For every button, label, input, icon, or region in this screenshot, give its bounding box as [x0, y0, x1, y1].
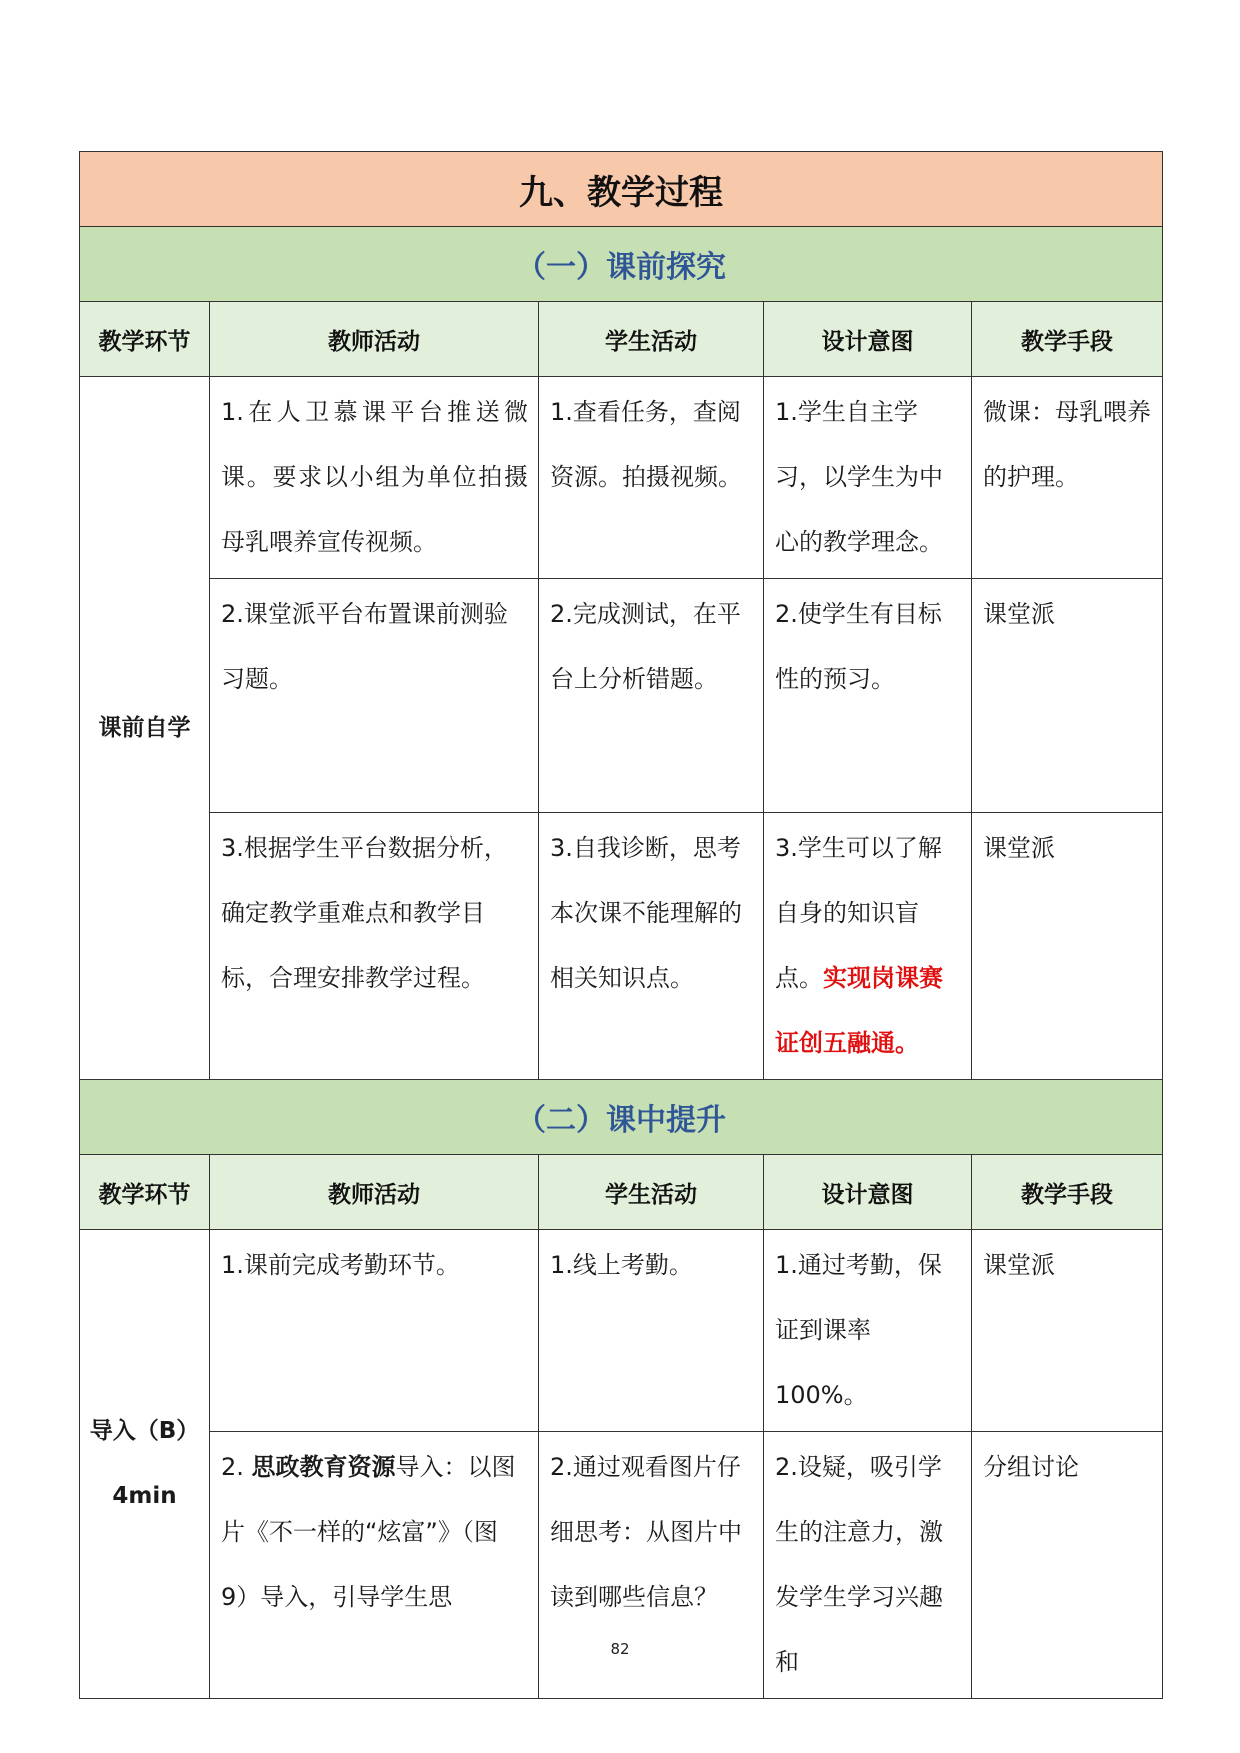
table-row	[80, 377, 1163, 579]
teacher-activity-cell: 1.在人卫慕课平台推送微课。要求以小组为单位拍摄母乳喂养宣传视频。	[210, 377, 539, 579]
teacher-activity-bold: 思政教育资源	[251, 1453, 396, 1481]
table-header-row	[80, 1155, 1163, 1230]
highlight-text: 实现岗课赛证创五融通。	[775, 964, 943, 1057]
table-header-row	[80, 302, 1163, 377]
design-intent-cell: 2.使学生有目标性的预习。	[764, 579, 972, 813]
page-title: 九、教学过程	[80, 152, 1163, 227]
column-header-means: 教学手段	[972, 1155, 1163, 1230]
column-header-teacher: 教师活动	[210, 302, 539, 377]
design-intent-cell	[764, 813, 972, 1080]
design-intent-text: 3.学生可以了解自身的知识盲点。	[775, 834, 942, 992]
teacher-activity-prefix: 2.	[221, 1453, 252, 1481]
page-number: 82	[610, 1640, 630, 1658]
column-header-means: 教学手段	[972, 302, 1163, 377]
column-header-stage: 教学环节	[80, 302, 210, 377]
column-header-student: 学生活动	[539, 1155, 764, 1230]
student-activity-cell: 3.自我诊断，思考本次课不能理解的相关知识点。	[539, 813, 764, 1080]
table-row	[80, 579, 1163, 813]
table-row	[80, 813, 1163, 1080]
stage-cell: 课前自学	[80, 377, 210, 1080]
stage-label: 导入（B）	[89, 1418, 200, 1444]
stage-cell	[80, 1230, 210, 1699]
stage-duration: 4min	[112, 1483, 177, 1509]
teaching-means-cell: 分组讨论	[972, 1432, 1163, 1699]
section-heading-in-class: （二）课中提升	[80, 1080, 1163, 1155]
teaching-means-cell: 课堂派	[972, 813, 1163, 1080]
teaching-process-table	[79, 151, 1163, 1699]
teaching-means-cell: 课堂派	[972, 579, 1163, 813]
student-activity-cell: 2.通过观看图片仔细思考：从图片中读到哪些信息？	[539, 1432, 764, 1699]
teacher-activity-cell: 3.根据学生平台数据分析，确定教学重难点和教学目标，合理安排教学过程。	[210, 813, 539, 1080]
teacher-activity-cell: 2.课堂派平台布置课前测验习题。	[210, 579, 539, 813]
teacher-activity-cell: 1.课前完成考勤环节。	[210, 1230, 539, 1432]
student-activity-cell: 1.查看任务，查阅资源。拍摄视频。	[539, 377, 764, 579]
table-row	[80, 1230, 1163, 1432]
design-intent-cell: 2.设疑，吸引学生的注意力，激发学生学习兴趣和	[764, 1432, 972, 1699]
column-header-student: 学生活动	[539, 302, 764, 377]
column-header-teacher: 教师活动	[210, 1155, 539, 1230]
column-header-stage: 教学环节	[80, 1155, 210, 1230]
design-intent-cell: 1.学生自主学习，以学生为中心的教学理念。	[764, 377, 972, 579]
section-heading-pre-class: （一）课前探究	[80, 227, 1163, 302]
column-header-intent: 设计意图	[764, 1155, 972, 1230]
student-activity-cell: 2.完成测试，在平台上分析错题。	[539, 579, 764, 813]
table-row	[80, 1432, 1163, 1699]
teacher-activity-text: 导入：以图片《不一样的“炫富”》（图 9）导入，引导学生思	[221, 1453, 516, 1611]
teaching-means-cell: 课堂派	[972, 1230, 1163, 1432]
student-activity-cell: 1.线上考勤。	[539, 1230, 764, 1432]
teaching-means-cell: 微课：母乳喂养的护理。	[972, 377, 1163, 579]
design-intent-cell: 1.通过考勤，保证到课率 100%。	[764, 1230, 972, 1432]
column-header-intent: 设计意图	[764, 302, 972, 377]
teacher-activity-cell	[210, 1432, 539, 1699]
